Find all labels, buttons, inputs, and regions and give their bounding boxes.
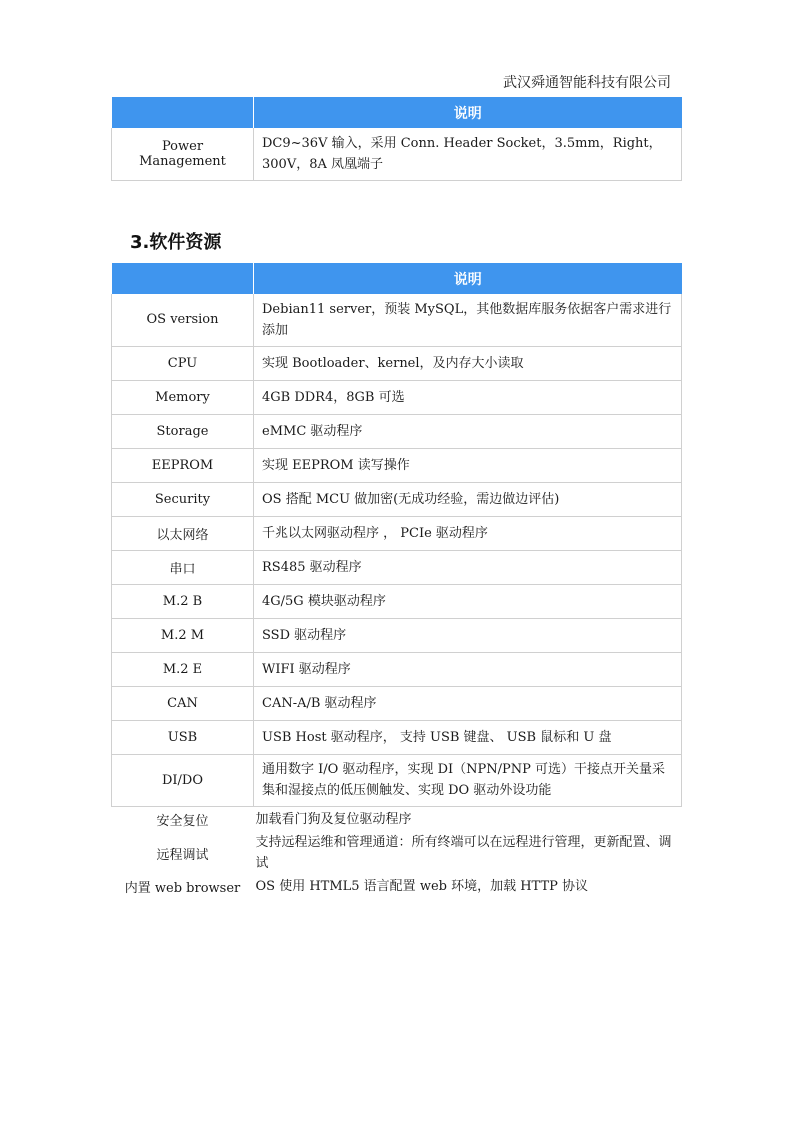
- table-header-row: [112, 97, 682, 128]
- row-desc: USB Host 驱动程序， 支持 USB 键盘、 USB 鼠标和 U 盘: [254, 720, 682, 754]
- row-desc: 通用数字 I/O 驱动程序，实现 DI（NPN/PNP 可选）干接点开关量采集和湿接点的低压侧触发、实现 DO 驱动外设功能: [254, 754, 682, 806]
- row-desc: CAN-A/B 驱动程序: [254, 686, 682, 720]
- table-row: [112, 618, 682, 652]
- header-desc-cell: 说明: [254, 97, 682, 128]
- row-name: 串口: [112, 550, 254, 584]
- row-desc: DC9~36V 输入，采用 Conn. Header Socket，3.5mm，Right，300V，8A 凤凰端子: [254, 128, 682, 180]
- table-row: [112, 686, 682, 720]
- table-row: [112, 720, 682, 754]
- section-title: 3.软件资源: [130, 232, 222, 253]
- row-name: DI/DO: [112, 754, 254, 806]
- row-name: CAN: [112, 686, 254, 720]
- table-row: [112, 448, 682, 482]
- table-row: [112, 128, 682, 180]
- table-header-row: [112, 263, 682, 294]
- table-row: [112, 482, 682, 516]
- row-desc: 实现 Bootloader、kernel，及内存大小读取: [254, 346, 682, 380]
- header-name-cell: [112, 263, 254, 294]
- row-name: 内置 web browser: [124, 880, 241, 896]
- row-desc: OS 搭配 MCU 做加密(无成功经验，需边做边评估): [254, 482, 682, 516]
- table-row: [112, 550, 682, 584]
- header-desc-cell: 说明: [254, 263, 682, 294]
- row-name: OS version: [112, 294, 254, 346]
- row-name: Power Management: [112, 128, 254, 180]
- power-spec-table: [111, 97, 682, 181]
- table-row: [112, 584, 682, 618]
- row-name: M.2 M: [112, 618, 254, 652]
- row-name: Storage: [112, 414, 254, 448]
- company-name: 武汉舜通智能科技有限公司: [503, 75, 671, 91]
- row-desc: 千兆以太网驱动程序 ， PCIe 驱动程序: [254, 516, 682, 550]
- table-row: [112, 754, 682, 806]
- row-desc: SSD 驱动程序: [254, 618, 682, 652]
- table-row: [112, 874, 682, 898]
- row-desc: 4GB DDR4，8GB 可选: [254, 380, 682, 414]
- table-row: [112, 346, 682, 380]
- row-name: CPU: [112, 346, 254, 380]
- row-desc: OS 使用 HTML5 语言配置 web 环境，加载 HTTP 协议: [255, 878, 589, 894]
- software-spec-table: [111, 263, 682, 898]
- row-name: M.2 B: [112, 584, 254, 618]
- row-desc: eMMC 驱动程序: [254, 414, 682, 448]
- row-name: 以太网络: [112, 516, 254, 550]
- table-row: [112, 414, 682, 448]
- row-desc: RS485 驱动程序: [254, 550, 682, 584]
- row-desc: 支持远程运维和管理通道：所有终端可以在远程进行管理，更新配置、调试: [255, 835, 672, 871]
- row-desc: WIFI 驱动程序: [254, 652, 682, 686]
- table-row: [112, 832, 682, 874]
- row-name: Memory: [112, 380, 254, 414]
- row-desc: Debian11 server，预装 MySQL，其他数据库服务依据客户需求进行添加: [254, 294, 682, 346]
- row-desc: 实现 EEPROM 读写操作: [254, 448, 682, 482]
- row-name: M.2 E: [112, 652, 254, 686]
- table-row: [112, 806, 682, 832]
- row-name: 远程调试: [156, 847, 209, 863]
- row-desc: 4G/5G 模块驱动程序: [254, 584, 682, 618]
- table-row: [112, 380, 682, 414]
- row-name: USB: [112, 720, 254, 754]
- row-name: 安全复位: [156, 813, 209, 829]
- row-name: EEPROM: [112, 448, 254, 482]
- row-desc: 加载看门狗及复位驱动程序: [255, 811, 412, 827]
- table-row: [112, 652, 682, 686]
- row-name: Security: [112, 482, 254, 516]
- table-row: [112, 516, 682, 550]
- table-row: [112, 294, 682, 346]
- header-name-cell: [112, 97, 254, 128]
